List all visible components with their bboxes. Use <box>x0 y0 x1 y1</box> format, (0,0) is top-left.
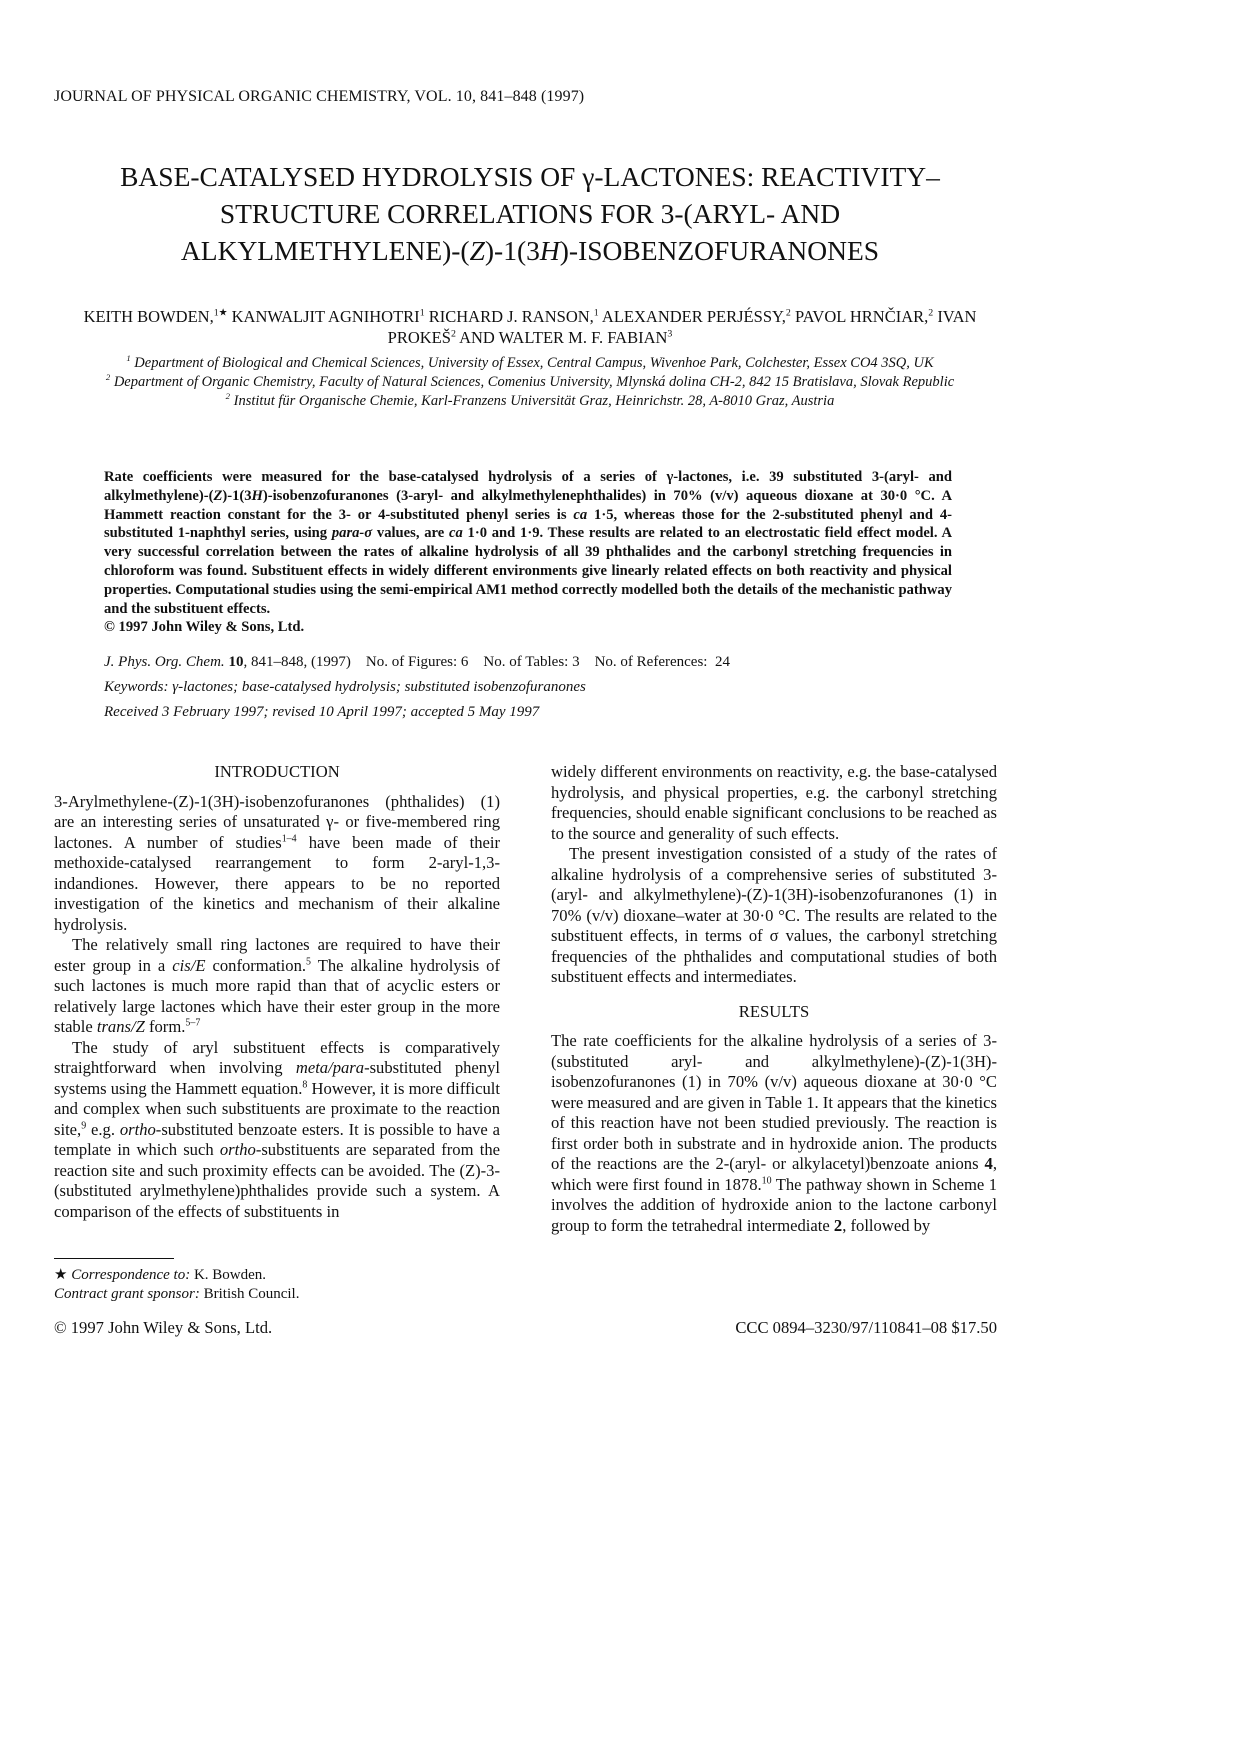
journal-header: JOURNAL OF PHYSICAL ORGANIC CHEMISTRY, VOL. 10, 841–848 (1997) <box>54 88 585 105</box>
affiliation-2: $^2$ Department of Organic Chemistry, Faculty of Natural Sciences, Comenius University, Mlynská dolina CH-2, 842 15 Bratislava, Slovak Republic <box>105 372 955 390</box>
results-heading: RESULTS <box>738 1001 810 1021</box>
introduction-heading: INTRODUCTION <box>214 762 340 781</box>
abstract: Rate coefficients were measured for the base-catalysed hydrolysis of a series of γ-lactones, i.e. 39 substituted 3-(aryl- and alkylmethylene)-(Z)-1(3H)-isobenzofuranones (3-aryl- and alkylmethylenephthalides) in 70% (v/v) aqueous dioxane at 30·0 °C. A Hammett reaction constant for the 3- or 4-substituted phenyl series is ca 1·5, whereas those for the 2-substituted phenyl and 4-substituted 1-naphthyl series, using para-σ values, are ca 1·0 and 1·9. These results are related to an electrostatic field effect model. A very successful correlation between the rates of alkaline hydrolysis of all 39 phthalides and the carbonyl stretching frequencies in chloroform was found. Substituent effects in widely different environments give linearly related effects on both reactivity and physical properties. Computational studies using the semi-empirical AM1 method correctly modelled both the details of the mechanistic pathway and the substituent effects. © 1997 John Wiley & Sons, Ltd. <box>104 469 952 636</box>
results-paragraph-1: The rate coefficients for the alkaline hydrolysis of a series of 3-(substituted aryl- and alkylmethylene)-(Z)-1(3H)-isobenzofuranones (1) in 70% (v/v) aqueous dioxane at 30·0 °C were measured and are given in Table 1. It appears that the kinetics of this reaction have not been studied previously. The reaction is first order both in substrate and in hydroxide anion. The products of the reactions are the 2-(aryl- or alkylacetyl)benzoate anions 4, which were first found in 1878.10 The pathway shown in Scheme 1 involves the addition of hydroxide anion to the lactone carbonyl group to form the tetrahedral intermediate 2, followed by <box>551 1031 997 1235</box>
received-dates: Received 3 February 1997; revised 10 April 1997; accepted 5 May 1997 <box>104 704 540 720</box>
citation-line: J. Phys. Org. Chem. 10, 841–848, (1997) No. of Figures: 6 No. of Tables: 3 No. of References: 24 <box>104 654 730 670</box>
abstract-copyright: © 1997 John Wiley & Sons, Ltd. <box>104 619 305 636</box>
author-list: KEITH BOWDEN,$^{1★}$ KANWALJIT AGNIHOTRI$^1$ RICHARD J. RANSON,$^1$ ALEXANDER PERJÉSSY,$^2$ PAVOL HRNČIAR,$^2$ IVAN PROKEŠ$^2$ AND WALTER M. F. FABIAN$^3$ <box>83 307 977 347</box>
footnotes <box>54 1266 299 1304</box>
correspondence-note: ★ Correspondence to: K. Bowden. <box>54 1267 267 1283</box>
grant-note: Contract grant sponsor: British Council. <box>54 1286 300 1302</box>
right-paragraph-2: The present investigation consisted of a study of the rates of alkaline hydrolysis of a comprehensive series of substituted 3-(aryl- and alkylmethylene)-(Z)-1(3H)-isobenzofuranones (1) in 70% (v/v) dioxane–water at 30·0 °C. The results are related to the substituent effects, in terms of σ values, the carbonyl stretching frequencies of the phthalides and computational studies of both substituent effects and intermediates. <box>551 844 997 986</box>
intro-paragraph-3: The study of aryl substituent effects is comparatively straightforward when involving meta/para-substituted phenyl systems using the Hammett equation.$^8$ However, it is more difficult and complex when such substituents are proximate to the reaction site,$^9$ e.g. ortho-substituted benzoate esters. It is possible to have a template in which such ortho-substituents are separated from the reaction site and such proximity effects can be avoided. The (Z)-3-(substituted arylmethylene)phthalides provide such a system. A comparison of the effects of substituents in <box>54 1037 500 1221</box>
affiliation-1: $^1$ Department of Biological and Chemical Sciences, University of Essex, Central Campus, Wivenhoe Park, Colchester, Essex CO4 3SQ, UK <box>126 353 934 371</box>
footer-ccc-code: CCC 0894–3230/97/110841–08 $17.50 <box>735 1318 997 1337</box>
keywords: Keywords: γ-lactones; base-catalysed hydrolysis; substituted isobenzofuranones <box>104 679 586 695</box>
title-line-2: STRUCTURE CORRELATIONS FOR 3-(ARYL- AND <box>219 198 841 229</box>
intro-paragraph-2: The relatively small ring lactones are required to have their ester group in a cis/E conformation.$^5$ The alkaline hydrolysis of such lactones is much more rapid than that of acyclic esters or relatively large lactones which have their ester group in the more stable trans/Z form.$^{5-7}$ <box>54 935 500 1036</box>
footer-copyright: © 1997 John Wiley & Sons, Ltd. <box>54 1318 273 1337</box>
footnote-rule <box>54 1258 174 1259</box>
right-column <box>551 762 997 1236</box>
left-column <box>54 762 500 1222</box>
title-line-1: BASE-CATALYSED HYDROLYSIS OF γ-LACTONES: REACTIVITY– <box>120 161 940 192</box>
title-line-3: ALKYLMETHYLENE)-(Z)-1(3H)-ISOBENZOFURANONES <box>180 235 880 266</box>
paper-title <box>60 158 1000 269</box>
affiliation-3: $^2$ Institut für Organische Chemie, Karl-Franzens Universität Graz, Heinrichstr. 28, A-8010 Graz, Austria <box>225 391 835 409</box>
affiliations <box>50 354 1010 411</box>
right-paragraph-1: widely different environments on reactivity, e.g. the base-catalysed hydrolysis, and physical properties, e.g. the carbonyl stretching frequencies, should enable significant conclusions to be reached as to the source and generality of such effects. <box>551 762 997 843</box>
intro-paragraph-1: 3-Arylmethylene-(Z)-1(3H)-isobenzofuranones (phthalides) (1) are an interesting series of unsaturated γ- or five-membered ring lactones. A number of studies$^{1-4}$ have been made of their methoxide-catalysed rearrangement to form 2-aryl-1,3-indandiones. However, there appears to be no reported investigation of the kinetics and mechanism of their alkaline hydrolysis. <box>54 791 500 934</box>
